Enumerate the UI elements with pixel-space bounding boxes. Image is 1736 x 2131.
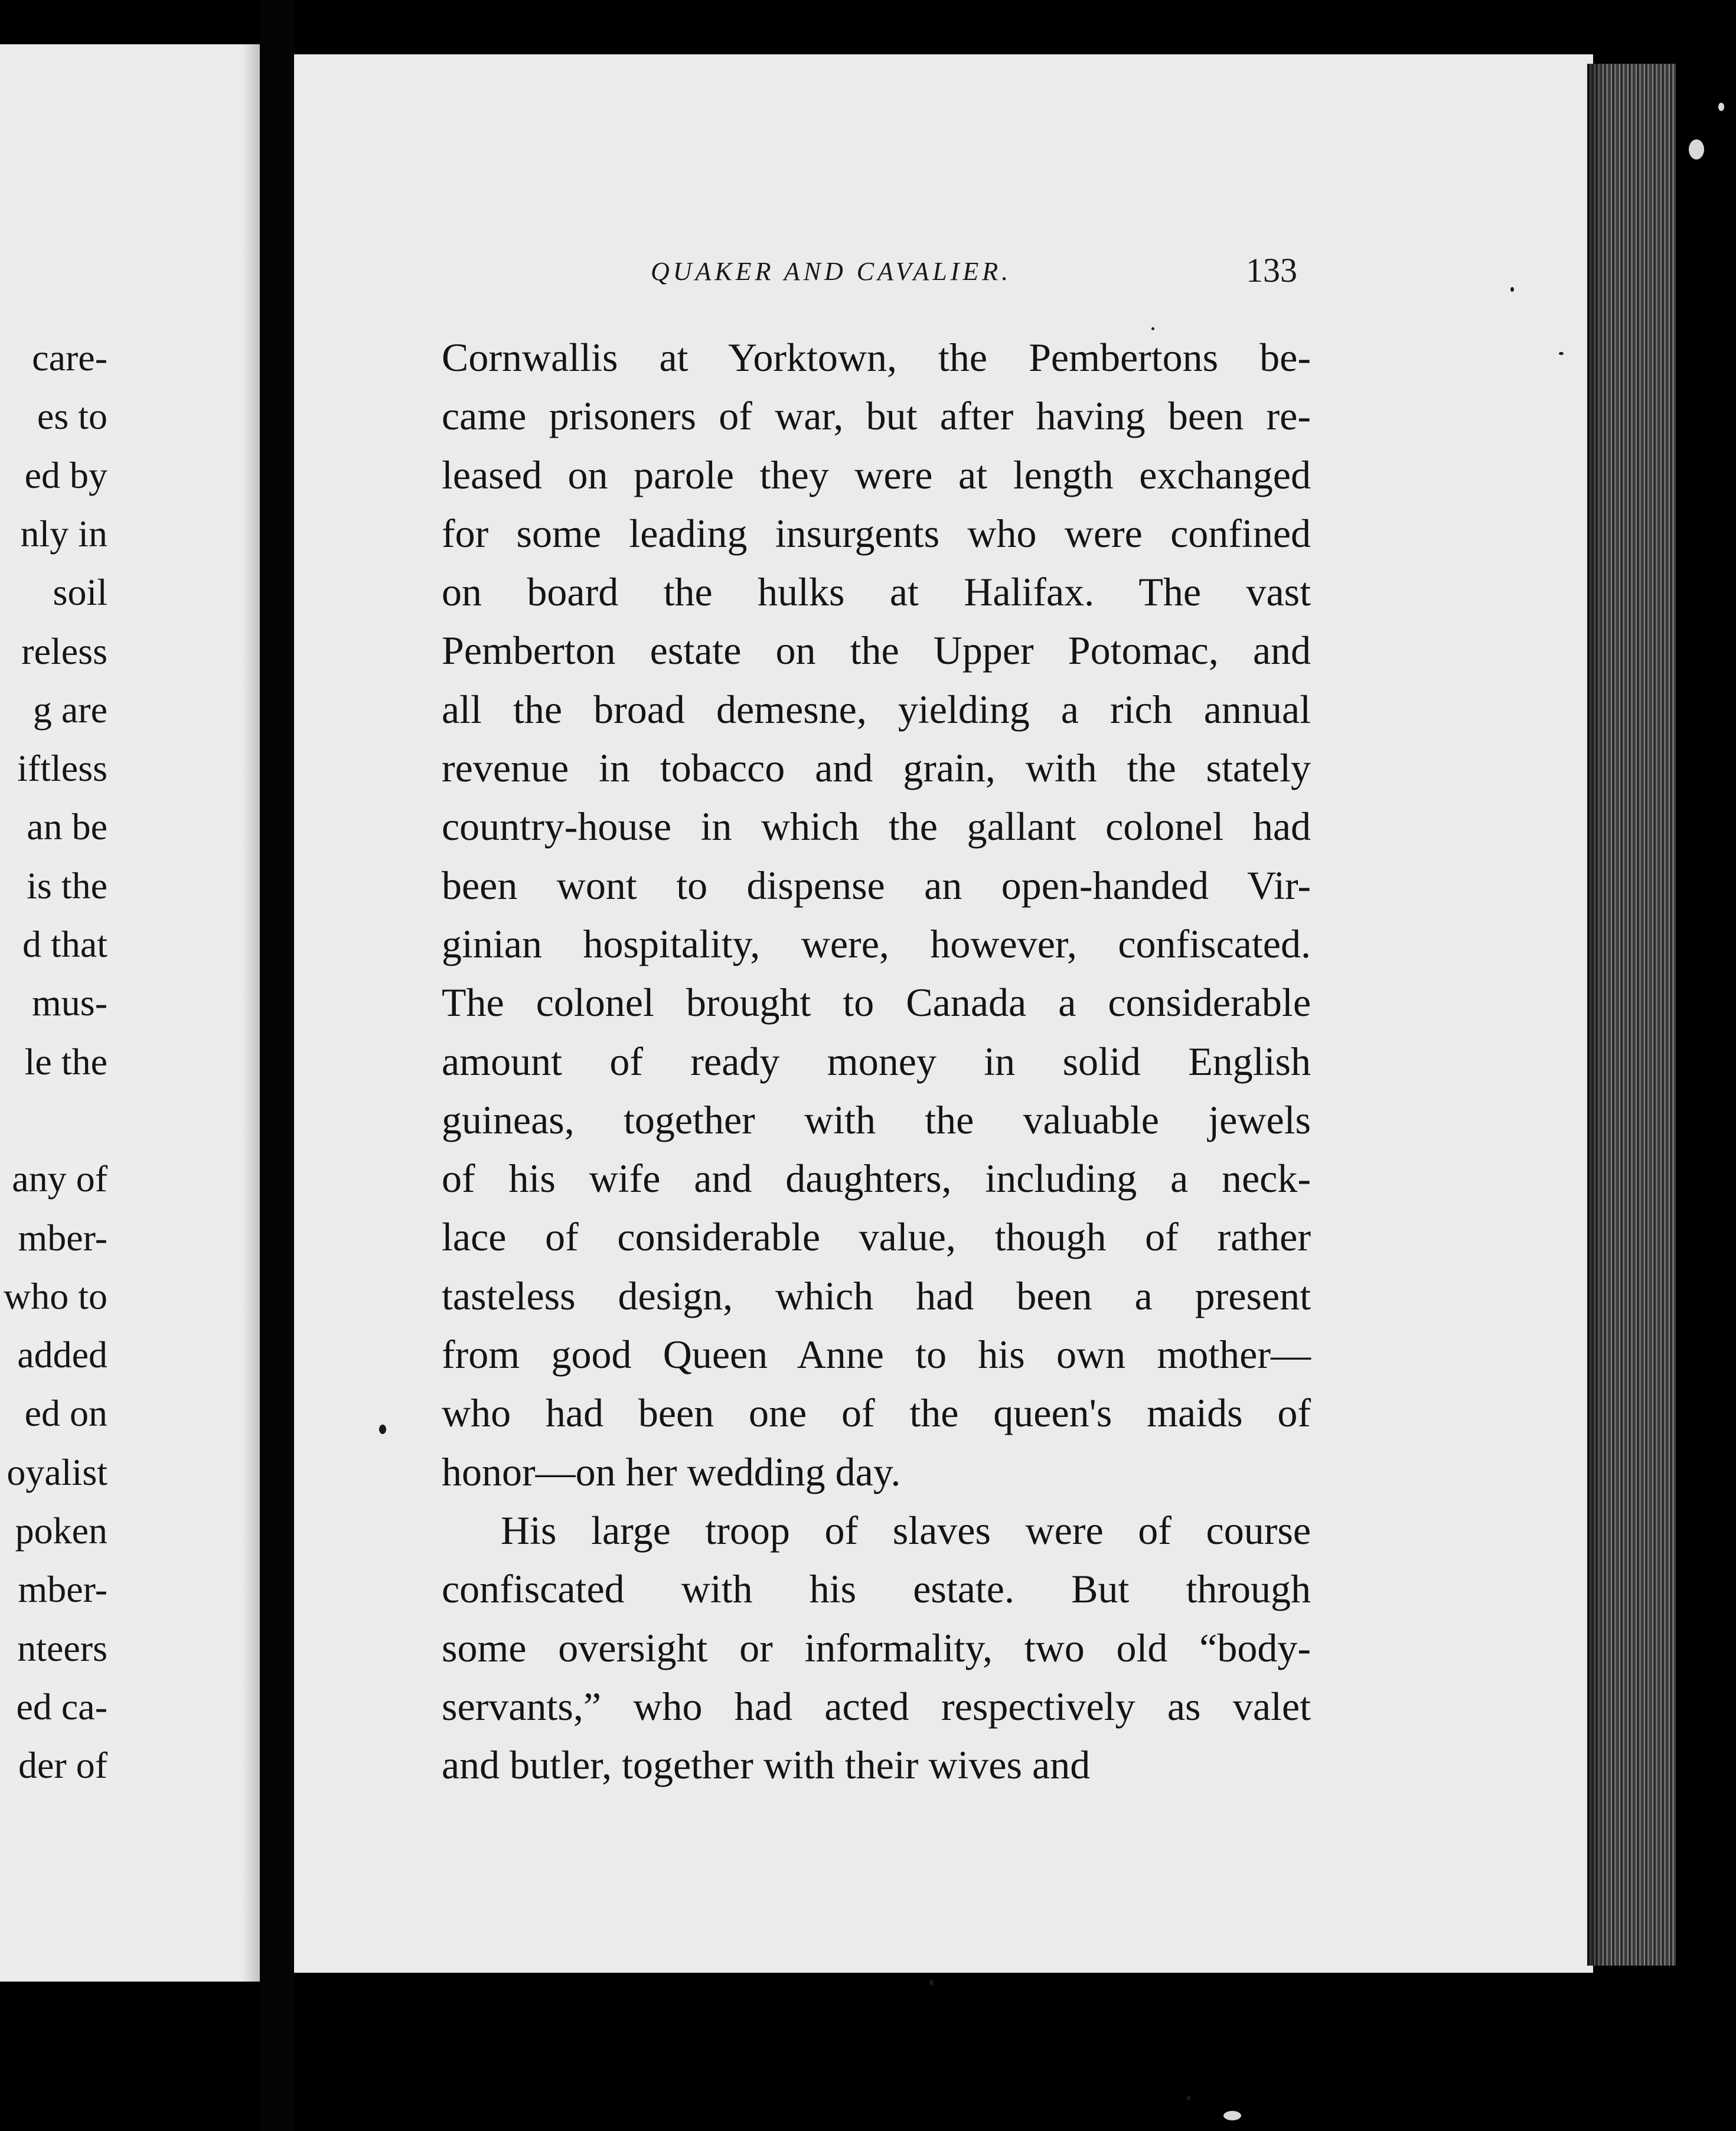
scan-speck [1718, 103, 1724, 111]
facing-text-line: iftless [17, 747, 107, 790]
facing-text-line: mus- [32, 982, 107, 1024]
scan-speck [1559, 352, 1564, 355]
facing-text-line: der of [18, 1744, 107, 1787]
scan-speck [929, 1980, 934, 1986]
facing-text-line: nly in [20, 512, 107, 555]
facing-text-line: care- [32, 337, 107, 379]
facing-text-line: who to [4, 1275, 107, 1317]
text-line: and butler, together with their wives and [442, 1742, 1091, 1788]
text-line: guineas, together with the valuable jewels [442, 1097, 1311, 1142]
text-line: country-house in which the gallant colonel had [442, 804, 1311, 849]
text-line: ginian hospitality, were, however, confiscated. [442, 921, 1311, 966]
facing-text-line: nteers [17, 1627, 107, 1669]
text-line: some oversight or informality, two old “body- [442, 1625, 1311, 1670]
text-line: leased on parole they were at length exchanged [442, 452, 1311, 497]
facing-text-line: reless [21, 630, 107, 672]
text-line: of his wife and daughters, including a neck- [442, 1156, 1311, 1201]
facing-text-line: added [17, 1334, 107, 1376]
text-line: Pemberton estate on the Upper Potomac, and [442, 628, 1311, 673]
text-line: amount of ready money in solid English [442, 1038, 1311, 1084]
facing-text-line: is the [27, 864, 107, 907]
facing-text-line: mber- [18, 1216, 107, 1259]
text-line: His large troop of slaves were of course [501, 1507, 1311, 1553]
scan-speck [1223, 2111, 1241, 2120]
scan-speck [379, 1425, 386, 1434]
text-line: lace of considerable value, though of rather [442, 1214, 1311, 1260]
text-line: on board the hulks at Halifax. The vast [442, 569, 1311, 615]
scan-speck [1689, 139, 1704, 159]
text-line: servants,” who had acted respectively as valet [442, 1683, 1311, 1729]
text-line: revenue in tobacco and grain, with the stately [442, 745, 1311, 791]
page-edges-shadow [1587, 64, 1605, 1966]
facing-text-line: ed on [24, 1392, 107, 1435]
page-number: 133 [1246, 251, 1297, 289]
page-fold-shadow [242, 44, 260, 1982]
body-text [442, 328, 1311, 1794]
facing-text-line: ed by [24, 454, 107, 496]
facing-text-line: mber- [18, 1568, 107, 1611]
running-head: QUAKER AND CAVALIER. [651, 257, 1012, 286]
text-line: for some leading insurgents who were confined [442, 510, 1311, 556]
text-line: who had been one of the queen's maids of [442, 1390, 1311, 1436]
text-line: from good Queen Anne to his own mother— [442, 1332, 1311, 1377]
text-line: been wont to dispense an open-handed Vir- [442, 862, 1311, 908]
scan-speck [1510, 287, 1514, 292]
facing-text-line: soil [53, 571, 107, 614]
page-edges [1587, 64, 1676, 1966]
text-line: all the broad demesne, yielding a rich annual [442, 686, 1311, 732]
facing-text-line: g are [32, 688, 107, 731]
facing-text-line: d that [22, 923, 107, 965]
facing-text-line: es to [37, 395, 107, 438]
scan-speck [1151, 327, 1154, 330]
facing-text-line: poken [15, 1510, 107, 1552]
text-line: tasteless design, which had been a present [442, 1273, 1311, 1318]
facing-text-line: an be [27, 806, 107, 848]
facing-text-line: ed ca- [16, 1685, 107, 1728]
text-line: confiscated with his estate. But through [442, 1566, 1311, 1612]
text-line: Cornwallis at Yorktown, the Pembertons be- [442, 335, 1311, 380]
text-line: honor—on her wedding day. [442, 1449, 901, 1494]
text-line: The colonel brought to Canada a considerable [442, 980, 1311, 1025]
book-gutter [260, 0, 295, 2131]
scan-speck [1187, 2096, 1190, 2100]
text-line: came prisoners of war, but after having been re- [442, 393, 1311, 439]
facing-text-line: le the [24, 1040, 107, 1083]
facing-text-line: any of [12, 1158, 107, 1200]
facing-text-line: oyalist [6, 1451, 107, 1493]
